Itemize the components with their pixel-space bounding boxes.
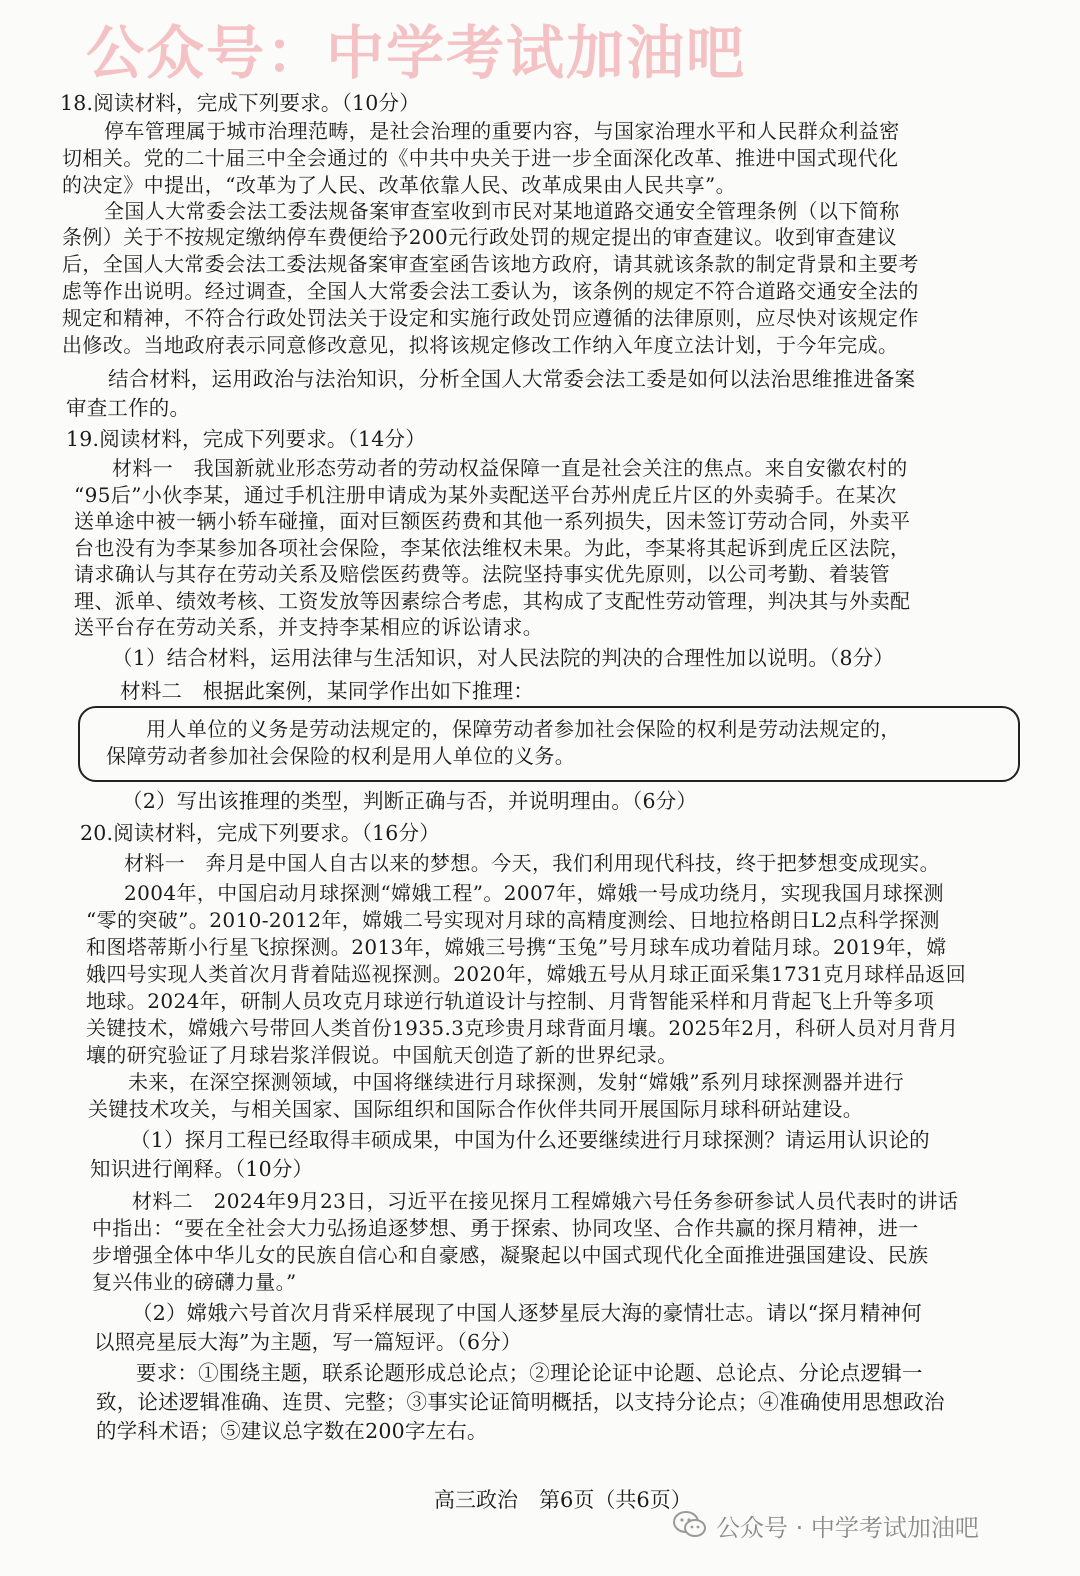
q20-material-line: 壤的研究验证了月球岩浆洋假说。中国航天创造了新的世界纪录。: [86, 1043, 678, 1067]
q20-sub2: 以照亮星辰大海”为主题，写一篇短评。（6分）: [94, 1330, 522, 1354]
q18-line: 的决定》中提出，“改革为了人民、改革依靠人民、改革成果由人民共享”。: [62, 173, 737, 197]
q18-line: 条例）关于不按规定缴纳停车费便给予200元行政处罚的规定提出的审查建议。收到审查建议: [62, 225, 897, 249]
q20-material2-line: 步增强全体中华儿女的民族自信心和自豪感，凝聚起以中国式现代化全面推进强国建设、民族: [92, 1243, 929, 1267]
q20-sub1: （1）探月工程已经取得丰硕成果，中国为什么还要继续进行月球探测？请运用认识论的: [130, 1128, 930, 1152]
q20-requirement: 致，论述逻辑准确、连贯、完整；③事实论证简明概括，以支持分论点；④准确使用思想政治: [96, 1390, 945, 1414]
q20-material-line: “零的突破”。2010-2012年，嫦娥二号实现对月球的高精度测绘、日地拉格朗日L2点科学探测: [86, 908, 940, 932]
q19-material-line: 请求确认与其存在劳动关系及赔偿医药费等。法院坚持事实优先原则，以公司考勤、着装管: [74, 562, 890, 586]
q19-heading: 19.阅读材料，完成下列要求。（14分）: [66, 427, 426, 451]
q19-sub2: （2）写出该推理的类型，判断正确与否，并说明理由。（6分）: [122, 789, 698, 813]
q20-material-line: 和图塔蒂斯小行星飞掠探测。2013年，嫦娥三号携“玉兔”号月球车成功着陆月球。2019年，嫦: [86, 935, 947, 959]
reasoning-line: 保障劳动者参加社会保险的权利是用人单位的义务。: [106, 744, 576, 768]
q20-material2-line: 中指出：“要在全社会大力弘扬追逐梦想、勇于探索、协同攻坚、合作共赢的探月精神，进一: [92, 1216, 919, 1240]
q20-material2-line: 材料二 2024年9月23日，习近平在接见探月工程嫦娥六号任务参研参试人员代表时的讲话: [132, 1189, 959, 1213]
q20-material-line: 娥四号实现人类首次月背着陆巡视探测。2020年，嫦娥五号从月球正面采集1731克月球样品返回: [86, 962, 967, 986]
top-watermark: 公众号：中学考试加油吧: [86, 19, 747, 87]
q20-material-line: 地球。2024年，研制人员攻克月球逆行轨道设计与控制、月背智能采样和月背起飞上升等多项: [86, 989, 935, 1013]
q18-line: 停车管理属于城市治理范畴，是社会治理的重要内容，与国家治理水平和人民群众利益密: [104, 119, 900, 143]
q19-material-line: 送平台存在劳动关系，并支持李某相应的诉讼请求。: [74, 615, 544, 639]
q18-line: 虑等作出说明。经过调查，全国人大常委会法工委认为，该条例的规定不符合道路交通安全法的: [62, 279, 919, 303]
q19-material-line: 材料一 我国新就业形态劳动者的劳动权益保障一直是社会关注的焦点。来自安徽农村的: [112, 456, 908, 480]
wechat-icon: [672, 1510, 708, 1540]
q19-material-line: 送单途中被一辆小轿车碰撞，面对巨额医药费和其他一系列损失，因未签订劳动合同，外卖平: [74, 509, 911, 533]
q18-task: 审查工作的。: [66, 396, 191, 420]
q20-heading: 20.阅读材料，完成下列要求。（16分）: [80, 821, 440, 845]
q19-sub1: （1）结合材料，运用法律与生活知识，对人民法院的判决的合理性加以说明。（8分）: [112, 646, 895, 670]
q19-material2: 材料二 根据此案例，某同学作出如下推理：: [120, 679, 534, 703]
q20-sub2: （2）嫦娥六号首次月背采样展现了中国人逐梦星辰大海的豪情壮志。请以“探月精神何: [132, 1301, 922, 1325]
q20-sub1: 知识进行阐释。（10分）: [90, 1157, 314, 1181]
q18-line: 切相关。党的二十届三中全会通过的《中共中央关于进一步全面深化改革、推进中国式现代化: [62, 146, 899, 170]
q19-material-line: 台也没有为李某参加各项社会保险，李某依法维权未果。为此，李某将其起诉到虎丘区法院，: [74, 536, 911, 560]
page-footer: 高三政治 第6页（共6页）: [434, 1488, 692, 1512]
q20-material-line: 关键技术，嫦娥六号带回人类首份1935.3克珍贵月球背面月壤。2025年2月，科研人员对月背月: [86, 1016, 959, 1040]
q19-material-line: 理、派单、绩效考核、工资发放等因素综合考虑，其构成了支配性劳动管理，判决其与外卖配: [74, 589, 911, 613]
q20-requirement: 的学科术语；⑤建议总字数在200字左右。: [96, 1419, 488, 1443]
q18-line: 全国人大常委会法工委法规备案审查室收到市民对某地道路交通安全管理条例（以下简称: [104, 199, 900, 223]
q18-task: 结合材料，运用政治与法治知识，分析全国人大常委会法工委是如何以法治思维推进备案: [108, 367, 916, 391]
q20-requirement: 要求：①围绕主题，联系论题形成总论点；②理论论证中论题、总论点、分论点逻辑一: [136, 1361, 923, 1385]
reasoning-line: 用人单位的义务是劳动法规定的，保障劳动者参加社会保险的权利是劳动法规定的，: [146, 717, 901, 741]
q20-material-line: 未来，在深空探测领域，中国将继续进行月球探测，发射“嫦娥”系列月球探测器并进行: [128, 1070, 905, 1094]
q18-heading: 18.阅读材料，完成下列要求。（10分）: [60, 91, 420, 115]
bottom-watermark-text: 公众号 · 中学考试加油吧: [716, 1513, 979, 1542]
q20-material-line: 关键技术攻关，与相关国家、国际组织和国际合作伙伴共同开展国际月球科研站建设。: [88, 1097, 864, 1121]
q18-line: 规定和精神，不符合行政处罚法关于设定和实施行政处罚应遵循的法律原则，应尽快对该规定作: [62, 306, 919, 330]
q20-material2-line: 复兴伟业的磅礴力量。”: [92, 1270, 297, 1294]
q20-material-line: 材料一 奔月是中国人自古以来的梦想。今天，我们利用现代科技，终于把梦想变成现实。: [124, 851, 940, 875]
q19-material-line: “95后”小伙李某，通过手机注册申请成为某外卖配送平台苏州虎丘片区的外卖骑手。在某次: [74, 483, 897, 507]
q20-material-line: 2004年，中国启动月球探测“嫦娥工程”。2007年，嫦娥一号成功绕月，实现我国月球探测: [124, 881, 944, 905]
bottom-watermark: [672, 1508, 979, 1542]
q18-line: 后，全国人大常委会法工委法规备案审查室函告该地方政府，请其就该条款的制定背景和主要考: [62, 252, 919, 276]
q18-line: 出修改。当地政府表示同意修改意见，拟将该规定修改工作纳入年度立法计划，于今年完成。: [62, 333, 899, 357]
